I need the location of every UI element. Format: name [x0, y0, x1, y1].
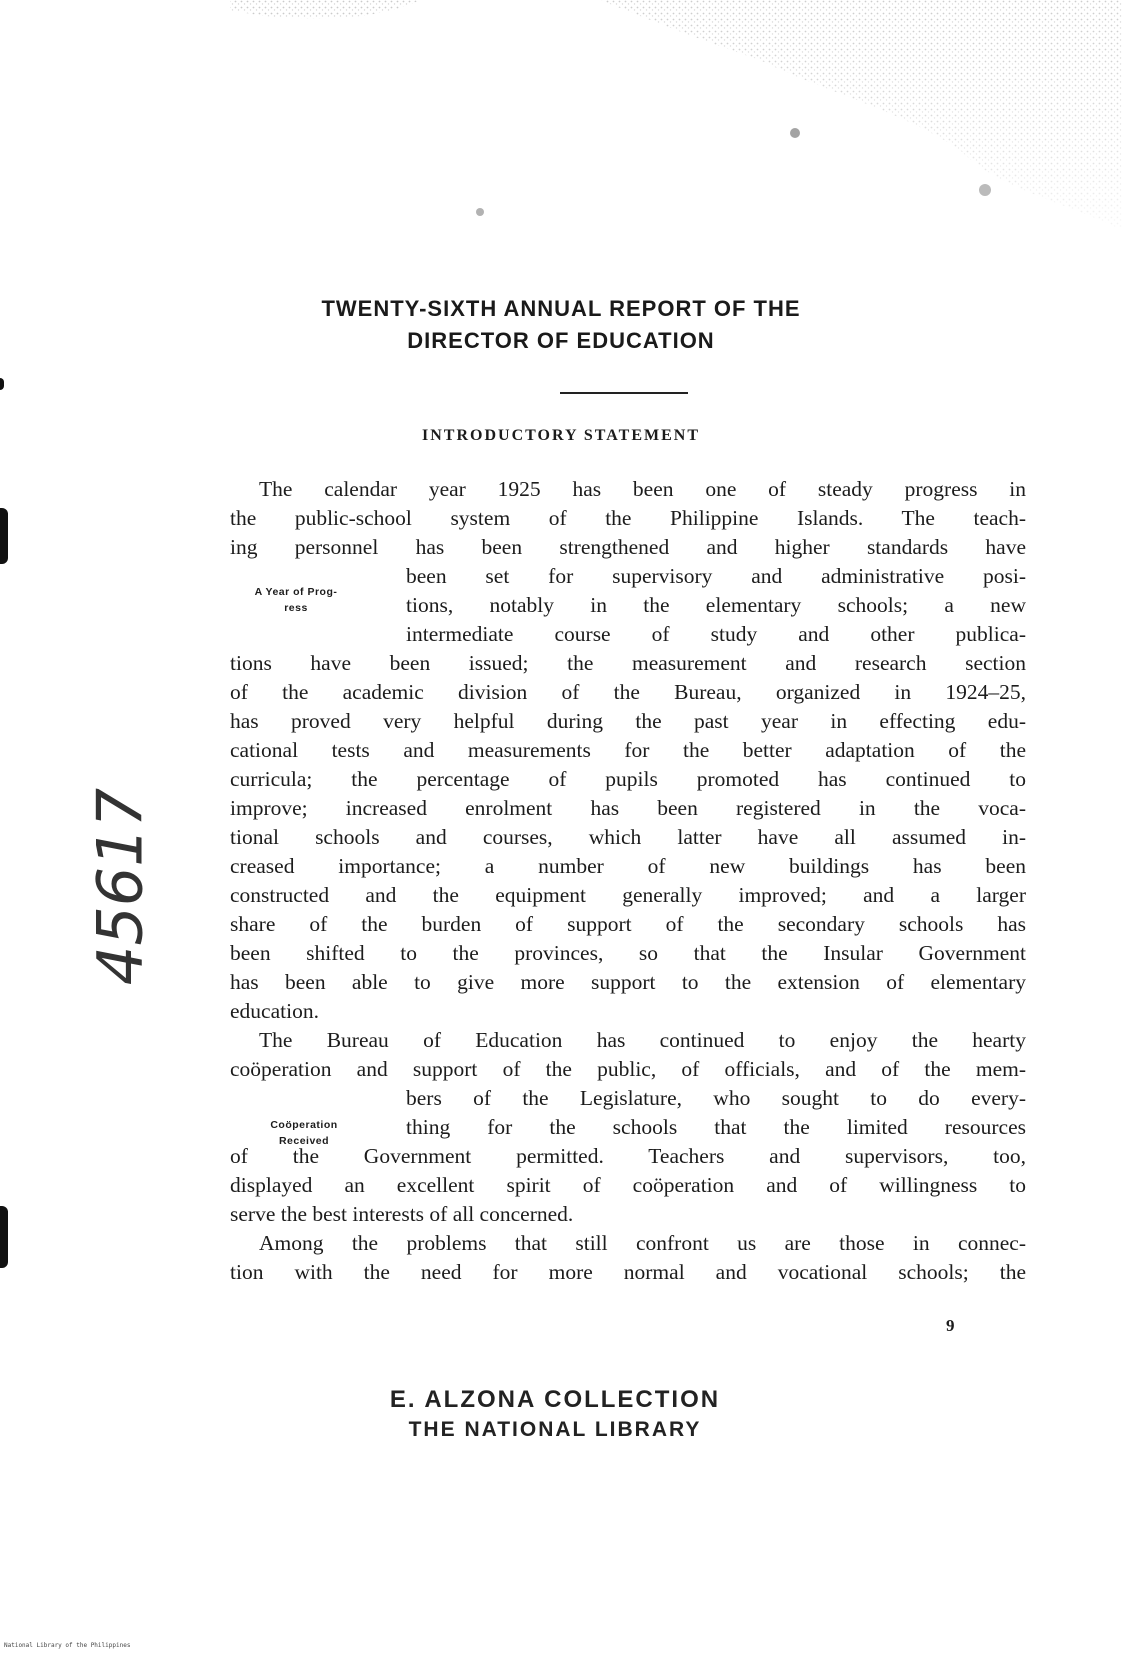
- text-line: constructed and the equipment generally improved; and a larger: [230, 883, 1026, 907]
- text-line: ing personnel has been strengthened and higher standards have: [230, 535, 1026, 559]
- binding-mark-1: [0, 508, 8, 564]
- margin-note-line: A Year of Prog-: [254, 586, 338, 598]
- text-line: cational tests and measurements for the better adaptation of the: [230, 738, 1026, 762]
- scan-speckle-texture: [0, 0, 1122, 260]
- text-line: been set for supervisory and administrative posi-: [406, 564, 1026, 588]
- text-line: serve the best interests of all concerned.: [230, 1202, 574, 1226]
- binding-mark-2: [0, 1206, 8, 1268]
- text-line: share of the burden of support of the secondary schools has: [230, 912, 1026, 936]
- margin-note-line: ress: [284, 602, 308, 614]
- title-divider: [560, 392, 688, 394]
- margin-note-line: Coöperation: [270, 1119, 338, 1131]
- text-line: coöperation and support of the public, of officials, and of the mem-: [230, 1057, 1026, 1081]
- text-line: thing for the schools that the limited resources: [406, 1115, 1026, 1139]
- handwritten-accession-number: 45617: [83, 787, 157, 986]
- text-line: intermediate course of study and other publica-: [406, 622, 1026, 646]
- collection-stamp-line-1: E. ALZONA COLLECTION: [389, 1386, 721, 1413]
- text-line: has been able to give more support to the extension of elementary: [230, 970, 1026, 994]
- page-number: 9: [946, 1316, 955, 1335]
- text-line: been shifted to the provinces, so that the Insular Government: [230, 941, 1026, 965]
- text-line: Among the problems that still confront us are those in connec-: [259, 1231, 1026, 1255]
- text-line: the public-school system of the Philippine Islands. The teach-: [230, 506, 1026, 530]
- text-line: has proved very helpful during the past year in effecting edu-: [230, 709, 1026, 733]
- binding-mark-3: [0, 378, 4, 390]
- text-line: of the academic division of the Bureau, organized in 1924–25,: [230, 680, 1026, 704]
- section-heading: INTRODUCTORY STATEMENT: [422, 427, 700, 444]
- text-line: of the Government permitted. Teachers and supervisors, too,: [230, 1144, 1026, 1168]
- text-line: The Bureau of Education has continued to enjoy the hearty: [259, 1028, 1026, 1052]
- text-line: displayed an excellent spirit of coöperation and of willingness to: [230, 1173, 1026, 1197]
- text-line: tions have been issued; the measurement and research section: [230, 651, 1026, 675]
- text-line: tional schools and courses, which latter have all assumed in-: [230, 825, 1026, 849]
- text-line: creased importance; a number of new buildings has been: [230, 854, 1026, 878]
- scan-footer-text: National Library of the Philippines: [4, 1642, 131, 1649]
- report-title-line-2: DIRECTOR OF EDUCATION: [407, 328, 715, 353]
- report-title-line-1: TWENTY-SIXTH ANNUAL REPORT OF THE: [321, 296, 801, 321]
- text-line: tion with the need for more normal and vocational schools; the: [230, 1260, 1026, 1284]
- text-line: curricula; the percentage of pupils promoted has continued to: [230, 767, 1026, 791]
- text-line: education.: [230, 999, 319, 1023]
- text-line: improve; increased enrolment has been registered in the voca-: [230, 796, 1026, 820]
- text-line: The calendar year 1925 has been one of steady progress in: [259, 477, 1026, 501]
- text-line: bers of the Legislature, who sought to do every-: [406, 1086, 1026, 1110]
- text-line: tions, notably in the elementary schools; a new: [406, 593, 1026, 617]
- collection-stamp-line-2: THE NATIONAL LIBRARY: [408, 1418, 702, 1441]
- margin-note-line: Received: [278, 1135, 330, 1147]
- margin-note-year-of-progress: [226, 584, 366, 616]
